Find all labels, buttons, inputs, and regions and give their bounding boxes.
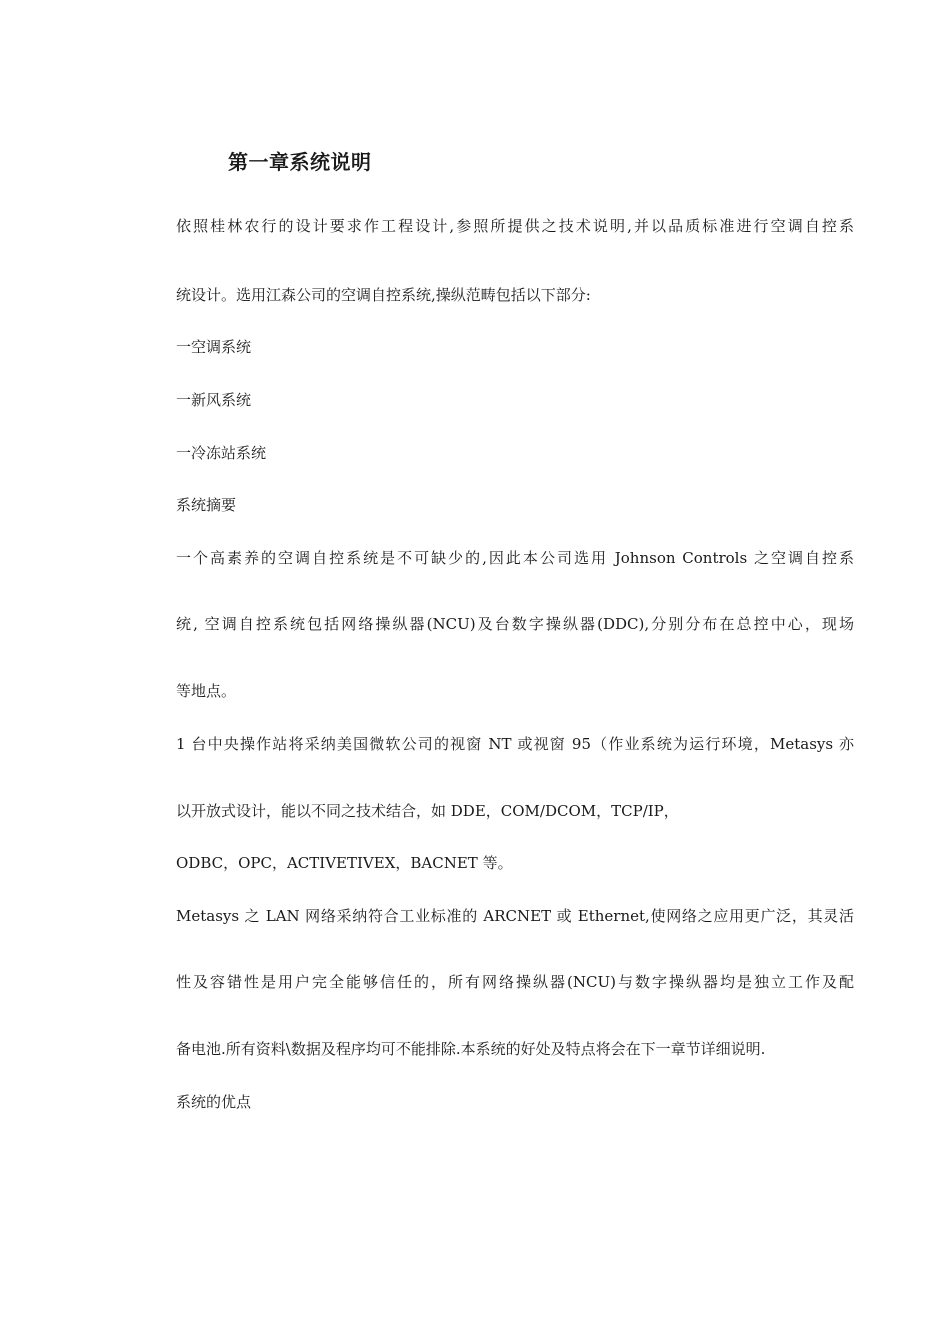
section-heading-advantages: 系统的优点: [176, 1093, 252, 1111]
paragraph-line: 依照桂林农行的设计要求作工程设计,参照所提供之技术说明,并以品质标准进行空调自控系: [176, 217, 854, 235]
paragraph-line: 1 台中央操作站将采纳美国微软公司的视窗 NT 或视窗 95（作业系统为运行环境，Metasys 亦: [176, 735, 854, 753]
paragraph-line: 统设计。选用江森公司的空调自控系统,操纵范畴包括以下部分:: [176, 286, 591, 304]
paragraph-line: 以开放式设计，能以不同之技术结合，如 DDE，COM/DCOM，TCP/IP，: [176, 802, 679, 820]
list-item-ac-system: 一空调系统: [176, 338, 252, 356]
paragraph-line: 备电池.所有资料\数据及程序均可不能排除.本系统的好处及特点将会在下一章节详细说明.: [176, 1040, 766, 1058]
paragraph-line: 等地点。: [176, 682, 237, 700]
list-item-chiller-system: 一冷冻站系统: [176, 444, 267, 462]
paragraph-line: 统, 空调自控系统包括网络操纵器(NCU)及台数字操纵器(DDC),分别分布在总控中心，现场: [176, 615, 854, 633]
paragraph-line: 一个高素养的空调自控系统是不可缺少的,因此本公司选用 Johnson Controls 之空调自控系: [176, 549, 854, 567]
section-heading-summary: 系统摘要: [176, 496, 237, 514]
paragraph-line: Metasys 之 LAN 网络采纳符合工业标准的 ARCNET 或 Ethernet,使网络之应用更广泛，其灵活: [176, 907, 854, 925]
paragraph-line: 性及容错性是用户完全能够信任的，所有网络操纵器(NCU)与数字操纵器均是独立工作及配: [176, 973, 854, 991]
chapter-title: 第一章系统说明: [228, 150, 372, 174]
list-item-fresh-air-system: 一新风系统: [176, 391, 252, 409]
paragraph-line: ODBC，OPC，ACTIVETIVEX，BACNET 等。: [176, 854, 513, 872]
